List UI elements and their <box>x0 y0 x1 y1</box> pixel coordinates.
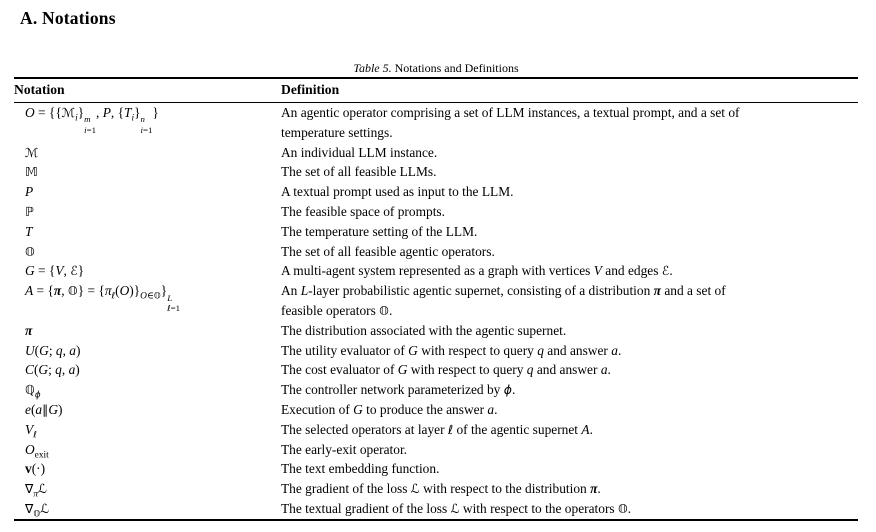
definition-cell: A textual prompt used as input to the LLM. <box>281 184 514 200</box>
definition-cell: The selected operators at layer ℓ of the agentic supernet A. <box>281 421 593 437</box>
table-row <box>14 222 858 242</box>
header-row <box>14 78 858 103</box>
notation-cell: O = {{ℳ$_i$} m i=1 , P, $\{T_i\}$ n i=1 } <box>25 105 159 135</box>
definition-cell: The gradient of the loss ℒ with respect to the distribution π. <box>281 481 601 497</box>
definition-cell: The textual gradient of the loss ℒ with respect to the operators 𝕆. <box>281 500 632 516</box>
definition-cell: The text embedding function. <box>281 461 440 477</box>
definition-cell: The feasible space of prompts. <box>281 203 445 219</box>
notation-cell: 𝕆 <box>25 243 35 259</box>
notation-cell: 𝕄 <box>25 164 38 180</box>
notation-cell: A = {π, 𝕆} = $\{\pi_\ell(O)\}_{O\in 𝕆}$} L ℓ=1 <box>25 283 181 313</box>
definition-cell: The controller network parameterized by ϕ. <box>281 382 516 398</box>
table-row <box>14 479 858 499</box>
table-row <box>14 440 858 460</box>
table-row <box>14 162 858 182</box>
table-row <box>14 341 858 361</box>
definition-cell: The cost evaluator of G with respect to query q and answer a. <box>281 362 611 378</box>
notation-cell: $O_{exit}$ <box>25 441 49 461</box>
notation-cell: $\nabla_𝕆ℒ$ <box>25 500 50 520</box>
table-caption-text: Notations and Definitions <box>394 61 519 75</box>
notations-table-body <box>14 103 858 520</box>
definition-cell: A multi-agent system represented as a graph with vertices V and edges ℰ. <box>281 263 673 279</box>
definition-cell: An L-layer probabilistic agentic supernet, consisting of a distribution π and a set of feasible operators 𝕆. <box>281 283 726 318</box>
table-row <box>14 143 858 163</box>
definition-cell: The set of all feasible agentic operators. <box>281 243 495 259</box>
notation-cell: e(a∥G) <box>25 401 63 417</box>
table-caption-label: Table 5. <box>353 61 392 75</box>
notation-cell: $V_\ell$ <box>25 421 37 441</box>
table-row <box>14 459 858 479</box>
notation-cell: ℳ <box>25 144 39 160</box>
table-row <box>14 242 858 262</box>
table-row <box>14 182 858 202</box>
notation-cell: ℚ$_\phi$ <box>25 382 41 401</box>
table-caption <box>14 61 858 75</box>
table-row <box>14 380 858 400</box>
table-row <box>14 281 858 321</box>
table-row <box>14 261 858 281</box>
notation-cell: P <box>25 184 34 200</box>
table-row <box>14 499 858 520</box>
definition-cell: An individual LLM instance. <box>281 144 438 160</box>
notation-cell: v(·) <box>25 461 46 477</box>
definition-cell: An agentic operator comprising a set of LLM instances, a textual prompt, and a set of temperature settings. <box>281 105 740 140</box>
notation-cell: ℙ <box>25 203 34 219</box>
notation-cell: π <box>25 322 33 338</box>
definition-cell: The set of all feasible LLMs. <box>281 164 437 180</box>
table-row <box>14 360 858 380</box>
section-heading: A. Notations <box>20 8 116 28</box>
notation-cell: $\nabla_\pi ℒ$ <box>25 481 48 500</box>
definition-cell: The temperature setting of the LLM. <box>281 223 478 239</box>
table-row <box>14 321 858 341</box>
definition-cell: The early-exit operator. <box>281 441 408 457</box>
notation-cell: G = {V, ℰ} <box>25 263 85 279</box>
definition-cell: Execution of G to produce the answer a. <box>281 401 498 417</box>
definition-cell: The utility evaluator of G with respect to query q and answer a. <box>281 342 622 358</box>
notation-cell: C(G; q, a) <box>25 362 80 378</box>
notation-cell: U(G; q, a) <box>25 342 81 358</box>
notations-table <box>14 77 858 521</box>
table-row <box>14 420 858 440</box>
table-header <box>14 78 858 103</box>
column-header-notation: Notation <box>14 78 281 103</box>
notation-cell: T <box>25 223 33 239</box>
column-header-definition: Definition <box>281 78 858 103</box>
table-row <box>14 202 858 222</box>
table-row <box>14 103 858 143</box>
table-row <box>14 400 858 420</box>
definition-cell: The distribution associated with the agentic supernet. <box>281 322 567 338</box>
